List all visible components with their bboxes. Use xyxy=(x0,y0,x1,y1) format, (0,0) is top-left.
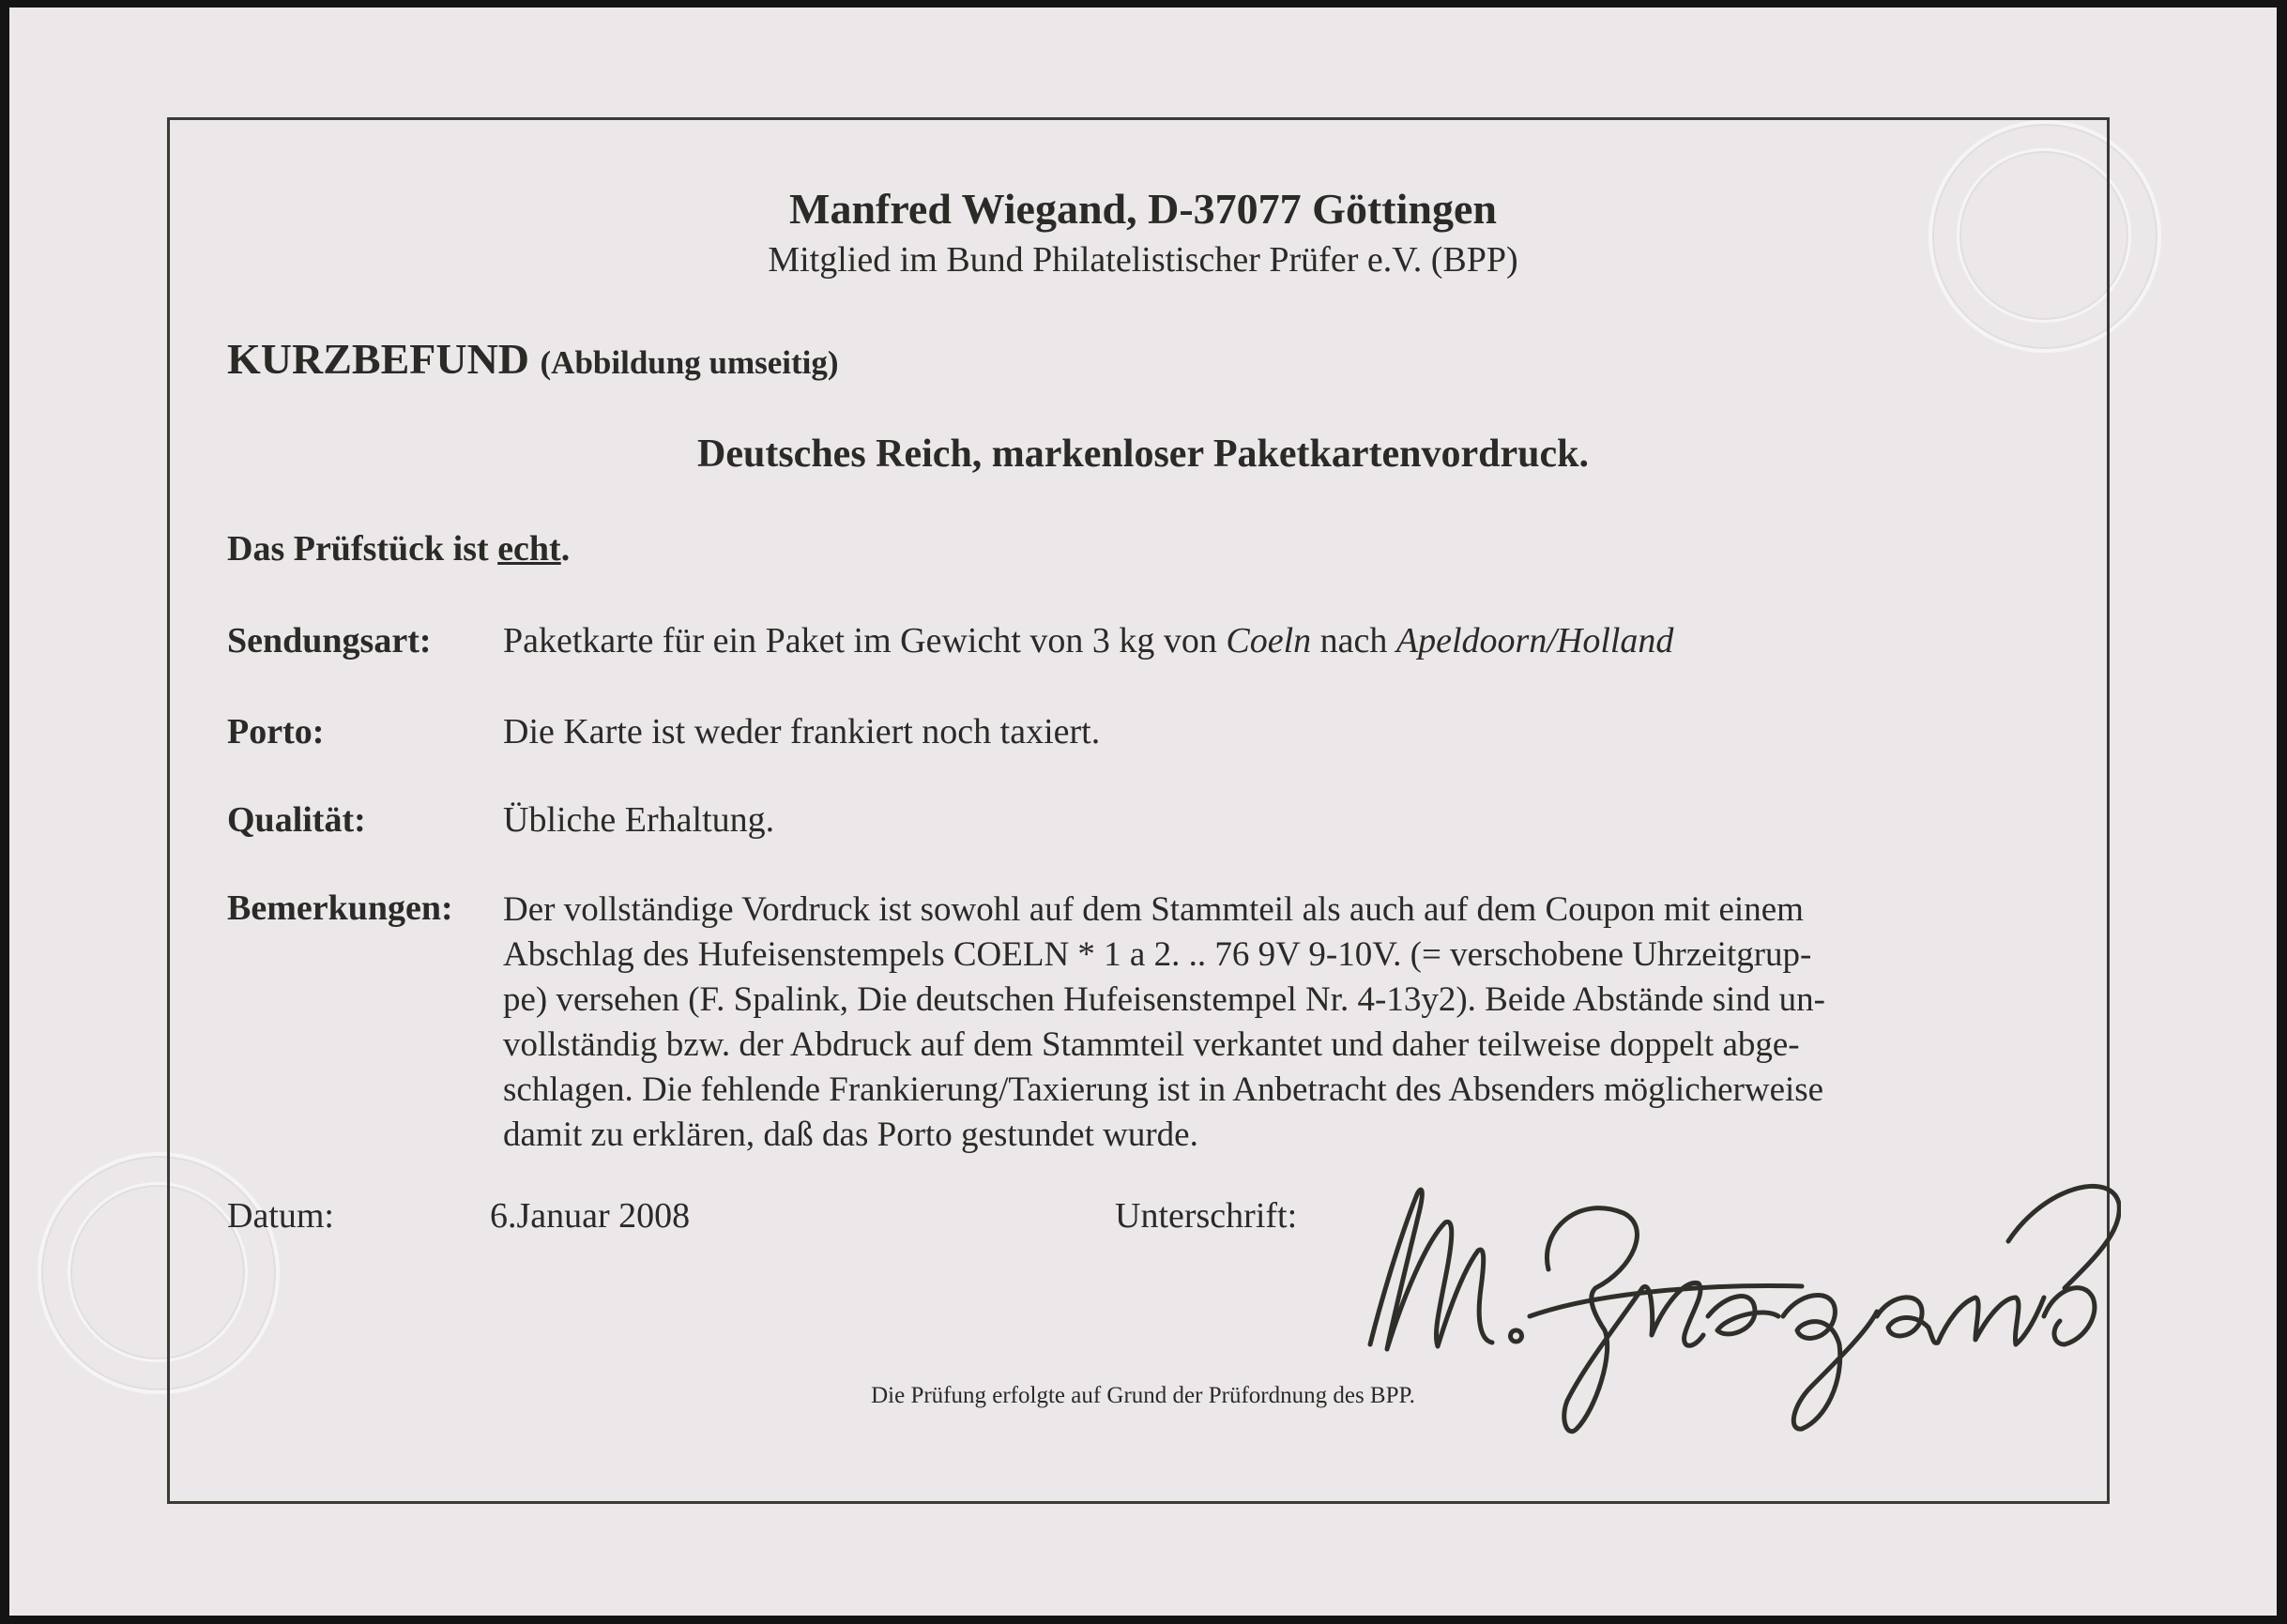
report-title: Deutsches Reich, markenloser Paketkartenvordruck. xyxy=(697,433,1589,476)
report-heading xyxy=(227,334,839,384)
remarks-line: Abschlag des Hufeisenstempels COELN * 1 a 2. .. 76 9V 9-10V. (= verschobene Uhrzeitgrup- xyxy=(503,935,1812,974)
authenticity-statement xyxy=(227,528,570,569)
sendungsart-text-2: nach xyxy=(1311,621,1396,660)
report-heading-note: (Abbildung umseitig) xyxy=(540,344,839,381)
qualitaet-value: Übliche Erhaltung. xyxy=(503,800,775,840)
remarks-line: schlagen. Die fehlende Frankierung/Taxierung ist in Anbetracht des Absenders möglicherweise xyxy=(503,1070,1824,1109)
bemerkungen-label: Bemerkungen: xyxy=(227,888,453,928)
date-value: 6.Januar 2008 xyxy=(490,1196,691,1236)
porto-value: Die Karte ist weder frankiert noch taxiert. xyxy=(503,712,1101,751)
report-heading-text: KURZBEFUND xyxy=(227,335,530,383)
footer-note: Die Prüfung erfolgte auf Grund der Prüfordnung des BPP. xyxy=(871,1383,1415,1408)
bemerkungen-text xyxy=(503,888,1825,1158)
sendungsart-destination: Apeldoorn/Holland xyxy=(1395,621,1674,660)
sendungsart-label: Sendungsart: xyxy=(227,621,432,660)
statement-verdict: echt xyxy=(497,529,561,569)
certificate-paper xyxy=(9,8,2277,1616)
porto-label: Porto: xyxy=(227,712,325,751)
signature-label: Unterschrift: xyxy=(1115,1196,1298,1236)
sendungsart-text-1: Paketkarte für ein Paket im Gewicht von 3 kg von xyxy=(503,621,1227,660)
date-label: Datum: xyxy=(227,1196,334,1236)
remarks-line: Der vollständige Vordruck ist sowohl auf dem Stammteil als auch auf dem Coupon mit einem xyxy=(503,890,1804,929)
sendungsart-value xyxy=(503,620,1673,661)
remarks-line: damit zu erklären, daß das Porto gestundet wurde. xyxy=(503,1116,1198,1154)
statement-prefix: Das Prüfstück ist xyxy=(227,529,498,569)
remarks-line: vollständig bzw. der Abdruck auf dem Stammteil verkantet und daher teilweise doppelt abge- xyxy=(503,1025,1800,1064)
examiner-name: Manfred Wiegand, D-37077 Göttingen xyxy=(789,185,1497,233)
qualitaet-label: Qualität: xyxy=(227,800,366,840)
sendungsart-origin: Coeln xyxy=(1226,621,1312,660)
examiner-membership: Mitglied im Bund Philatelistischer Prüfer e.V. (BPP) xyxy=(768,240,1518,280)
remarks-line: pe) versehen (F. Spalink, Die deutschen Hufeisenstempel Nr. 4-13y2). Beide Abstände sind un- xyxy=(503,980,1825,1019)
statement-suffix: . xyxy=(560,529,571,569)
